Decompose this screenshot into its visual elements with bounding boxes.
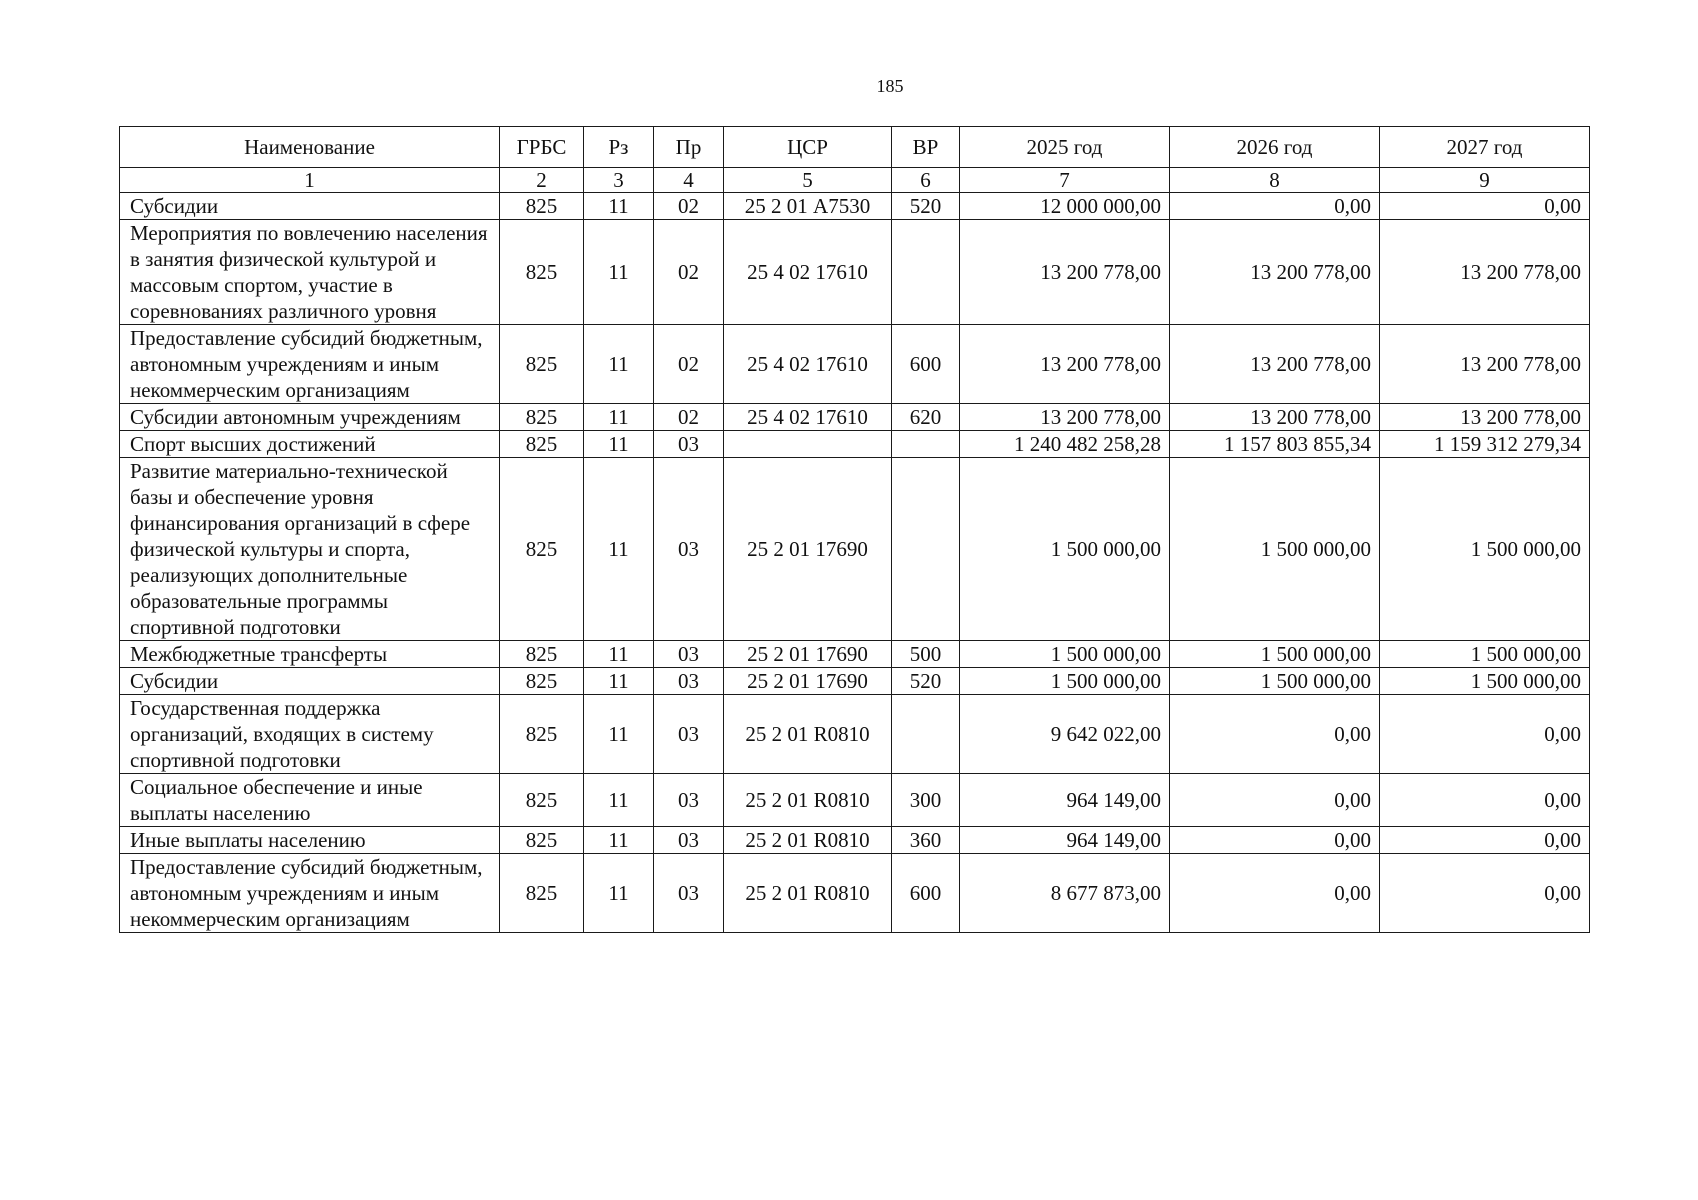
cell-2026: 0,00 [1170,695,1380,774]
cell-2026: 1 500 000,00 [1170,641,1380,668]
table-row [120,220,1590,325]
header-2026: 2026 год [1170,127,1380,168]
cell-2026: 0,00 [1170,774,1380,827]
cell-grbs: 825 [500,220,584,325]
cell-rz: 11 [584,641,654,668]
cell-vr: 600 [892,854,960,933]
cell-rz: 11 [584,325,654,404]
cell-name: Иные выплаты населению [120,827,500,854]
cell-2027: 1 500 000,00 [1380,668,1590,695]
cell-name: Предоставление субсидий бюджетным, автономным учреждениям и иным некоммерческим организациям [120,325,500,404]
cell-name: Мероприятия по вовлечению населения в занятия физической культурой и массовым спортом, участие в соревнованиях различного уровня [120,220,500,325]
cell-2027: 0,00 [1380,774,1590,827]
cell-csr: 25 4 02 17610 [724,404,892,431]
cell-vr [892,458,960,641]
cell-2027: 0,00 [1380,854,1590,933]
table-row [120,854,1590,933]
cell-rz: 11 [584,404,654,431]
cell-grbs: 825 [500,854,584,933]
cell-vr [892,220,960,325]
column-number: 2 [500,168,584,193]
cell-pr: 03 [654,695,724,774]
table-row [120,193,1590,220]
cell-2026: 1 157 803 855,34 [1170,431,1380,458]
cell-rz: 11 [584,854,654,933]
cell-csr: 25 2 01 R0810 [724,695,892,774]
cell-csr: 25 4 02 17610 [724,220,892,325]
cell-csr: 25 2 01 R0810 [724,854,892,933]
cell-pr: 03 [654,854,724,933]
cell-vr: 300 [892,774,960,827]
cell-csr: 25 2 01 17690 [724,458,892,641]
cell-2027: 13 200 778,00 [1380,325,1590,404]
cell-vr: 500 [892,641,960,668]
cell-pr: 02 [654,193,724,220]
cell-pr: 03 [654,774,724,827]
table-row [120,774,1590,827]
cell-2025: 1 500 000,00 [960,668,1170,695]
header-row [120,127,1590,168]
cell-vr: 520 [892,668,960,695]
cell-2026: 1 500 000,00 [1170,668,1380,695]
column-number-row [120,168,1590,193]
budget-table [119,126,1590,933]
header-name: Наименование [120,127,500,168]
cell-pr: 03 [654,668,724,695]
header-csr: ЦСР [724,127,892,168]
cell-2025: 964 149,00 [960,774,1170,827]
cell-2026: 0,00 [1170,854,1380,933]
table-header [120,127,1590,193]
header-2027: 2027 год [1380,127,1590,168]
table-row [120,641,1590,668]
column-number: 6 [892,168,960,193]
table-row [120,458,1590,641]
cell-pr: 03 [654,641,724,668]
cell-csr: 25 4 02 17610 [724,325,892,404]
cell-name: Государственная поддержка организаций, входящих в систему спортивной подготовки [120,695,500,774]
cell-vr [892,695,960,774]
column-number: 8 [1170,168,1380,193]
cell-rz: 11 [584,695,654,774]
table-row [120,431,1590,458]
cell-pr: 02 [654,220,724,325]
cell-grbs: 825 [500,431,584,458]
cell-2027: 13 200 778,00 [1380,220,1590,325]
cell-rz: 11 [584,668,654,695]
cell-vr: 620 [892,404,960,431]
cell-name: Субсидии автономным учреждениям [120,404,500,431]
header-grbs: ГРБС [500,127,584,168]
cell-pr: 02 [654,325,724,404]
cell-2027: 1 500 000,00 [1380,458,1590,641]
cell-2025: 9 642 022,00 [960,695,1170,774]
cell-name: Субсидии [120,668,500,695]
cell-pr: 02 [654,404,724,431]
table-row [120,827,1590,854]
cell-csr: 25 2 01 R0810 [724,827,892,854]
cell-vr: 360 [892,827,960,854]
cell-grbs: 825 [500,668,584,695]
column-number: 1 [120,168,500,193]
cell-grbs: 825 [500,827,584,854]
cell-2026: 0,00 [1170,193,1380,220]
table-row [120,325,1590,404]
page-number: 185 [876,76,904,96]
cell-vr: 600 [892,325,960,404]
cell-2025: 1 500 000,00 [960,641,1170,668]
cell-pr: 03 [654,431,724,458]
cell-2026: 1 500 000,00 [1170,458,1380,641]
cell-2026: 0,00 [1170,827,1380,854]
cell-csr: 25 2 01 17690 [724,641,892,668]
cell-pr: 03 [654,827,724,854]
cell-2026: 13 200 778,00 [1170,220,1380,325]
cell-2027: 13 200 778,00 [1380,404,1590,431]
cell-grbs: 825 [500,325,584,404]
cell-name: Развитие материально-технической базы и обеспечение уровня финансирования организаций в сфере физической культуры и спорта, реализующих дополнительные образовательные программы спортивной подготовки [120,458,500,641]
cell-vr [892,431,960,458]
table-row [120,668,1590,695]
cell-2027: 0,00 [1380,695,1590,774]
cell-2025: 964 149,00 [960,827,1170,854]
cell-csr: 25 2 01 А7530 [724,193,892,220]
header-2025: 2025 год [960,127,1170,168]
table-body [120,193,1590,933]
cell-rz: 11 [584,220,654,325]
cell-pr: 03 [654,458,724,641]
cell-csr: 25 2 01 R0810 [724,774,892,827]
column-number: 3 [584,168,654,193]
cell-2027: 1 159 312 279,34 [1380,431,1590,458]
cell-2025: 13 200 778,00 [960,404,1170,431]
cell-rz: 11 [584,774,654,827]
header-rz: Рз [584,127,654,168]
column-number: 9 [1380,168,1590,193]
column-number: 4 [654,168,724,193]
cell-csr [724,431,892,458]
cell-rz: 11 [584,458,654,641]
cell-2026: 13 200 778,00 [1170,325,1380,404]
cell-2027: 1 500 000,00 [1380,641,1590,668]
cell-name: Субсидии [120,193,500,220]
column-number: 7 [960,168,1170,193]
column-number: 5 [724,168,892,193]
cell-2025: 12 000 000,00 [960,193,1170,220]
cell-grbs: 825 [500,193,584,220]
table-row [120,404,1590,431]
cell-2027: 0,00 [1380,193,1590,220]
cell-name: Межбюджетные трансферты [120,641,500,668]
cell-name: Социальное обеспечение и иные выплаты населению [120,774,500,827]
cell-2025: 1 500 000,00 [960,458,1170,641]
cell-rz: 11 [584,193,654,220]
cell-2025: 8 677 873,00 [960,854,1170,933]
cell-2025: 13 200 778,00 [960,325,1170,404]
cell-grbs: 825 [500,695,584,774]
cell-grbs: 825 [500,774,584,827]
cell-2025: 1 240 482 258,28 [960,431,1170,458]
cell-rz: 11 [584,827,654,854]
cell-grbs: 825 [500,641,584,668]
cell-2026: 13 200 778,00 [1170,404,1380,431]
table-row [120,695,1590,774]
cell-rz: 11 [584,431,654,458]
cell-csr: 25 2 01 17690 [724,668,892,695]
cell-grbs: 825 [500,458,584,641]
cell-name: Спорт высших достижений [120,431,500,458]
cell-grbs: 825 [500,404,584,431]
cell-vr: 520 [892,193,960,220]
cell-2025: 13 200 778,00 [960,220,1170,325]
cell-2027: 0,00 [1380,827,1590,854]
cell-name: Предоставление субсидий бюджетным, автономным учреждениям и иным некоммерческим организациям [120,854,500,933]
header-pr: Пр [654,127,724,168]
header-vr: ВР [892,127,960,168]
